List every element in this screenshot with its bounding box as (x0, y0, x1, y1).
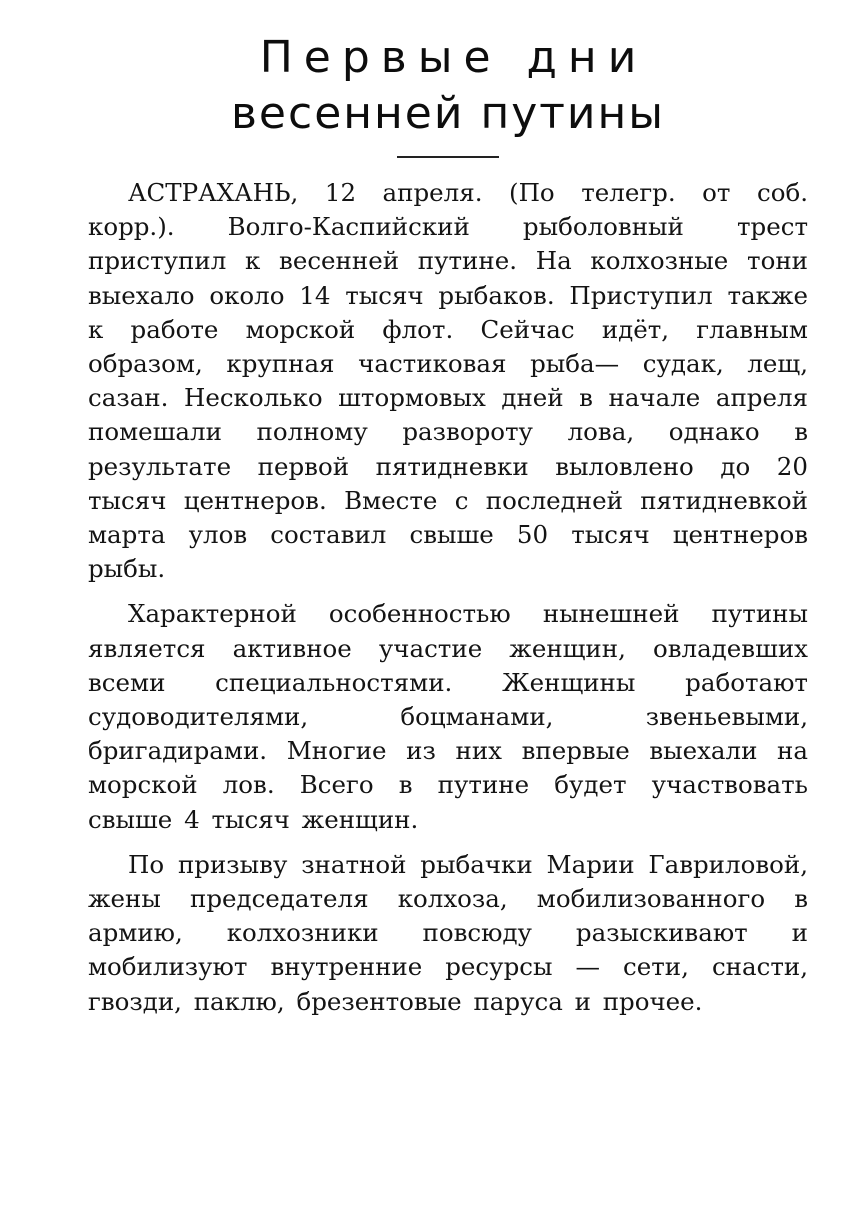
article-paragraph-1: АСТРАХАНЬ, 12 апреля. (По телегр. от соб. корр.). Волго-Каспийский рыболовный трест приступил к весенней путине. На колхозные тони выехало около 14 тысяч рыбаков. Приступил также к работе морской флот. Сейчас идёт, главным образом, крупная частиковая рыба— судак, лещ, сазан. Несколько штормовых дней в начале апреля помешали полному развороту лова, однако в результате первой пятидневки выловлено до 20 тысяч центнеров. Вместе с последней пятидневкой марта улов составил свыше 50 тысяч центнеров рыбы. (88, 178, 808, 584)
article-paragraph-3: По призыву знатной рыбачки Марии Гавриловой, жены председателя колхоза, мобилизованного в армию, колхозники повсюду разыскивают и мобилизуют внутренние ресурсы — сети, снасти, гвозди, паклю, брезентовые паруса и прочее. (88, 849, 808, 1016)
article-headline (88, 30, 808, 142)
headline-line-2: весенней путины (231, 88, 665, 139)
headline-line-1: Первые дни (259, 32, 648, 83)
article-paragraph-2: Характерной особенностью нынешней путины является активное участие женщин, овладевших всеми специальностями. Женщины работают судоводителями, боцманами, звеньевыми, бригадирами. Многие из них впервые выехали на морской лов. Всего в путине будет участвовать свыше 4 тысяч женщин. (88, 599, 808, 834)
newspaper-article (88, 30, 808, 1019)
headline-divider (397, 156, 499, 158)
